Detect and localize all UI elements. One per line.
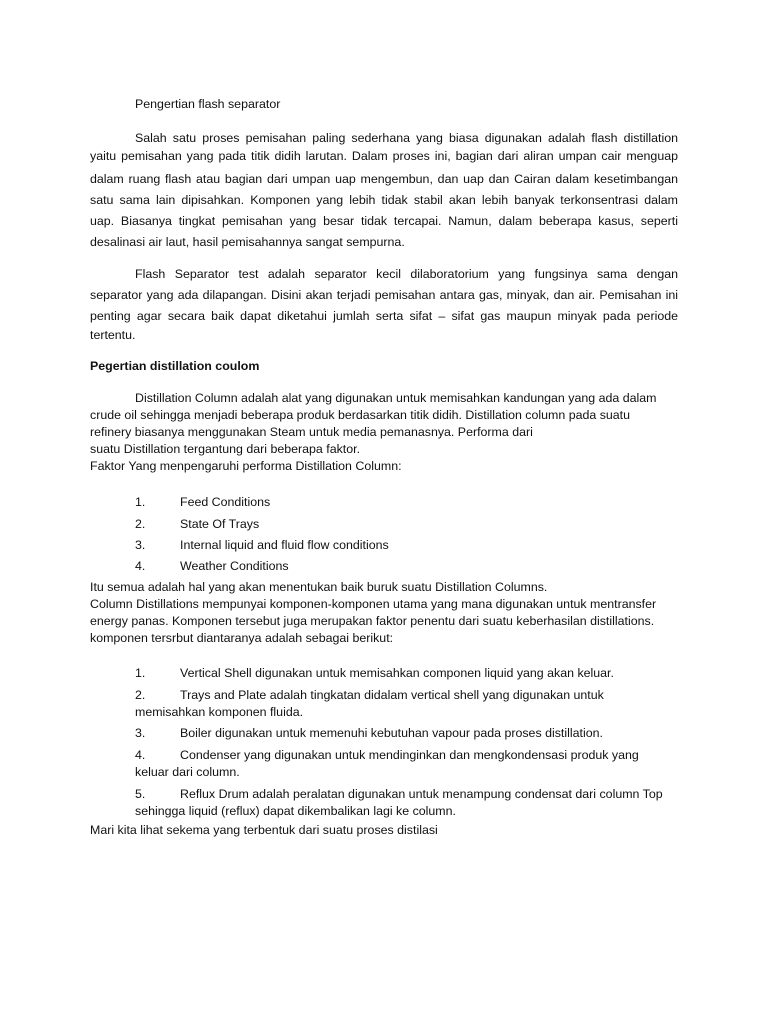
list-item-number: 5. xyxy=(135,787,146,801)
list-item-continuation: sehingga liquid (reflux) dapat dikembalikan lagi ke column. xyxy=(135,804,456,818)
list-item: Boiler digunakan untuk memenuhi kebutuhan vapour pada proses distillation. xyxy=(180,726,603,740)
paragraph-1-line-3: dalam ruang flash atau bagian dari umpan uap mengembun, dan uap dan Cairan dalam kesetimbangan xyxy=(90,172,678,186)
list-item: Reflux Drum adalah peralatan digunakan untuk menampung condensat dari column Top xyxy=(180,787,663,801)
paragraph-3-line-2: crude oil sehingga menjadi beberapa produk berdasarkan titik didih. Distillation column pada suatu xyxy=(90,408,631,422)
list-item-number: 1. xyxy=(135,495,146,509)
list-item-number: 2. xyxy=(135,517,146,531)
list-item: Trays and Plate adalah tingkatan didalam vertical shell yang digunakan untuk xyxy=(180,688,604,702)
list-item-number: 1. xyxy=(135,666,146,680)
paragraph-2-line-1: Flash Separator test adalah separator kecil dilaboratorium yang fungsinya sama dengan xyxy=(135,267,678,281)
paragraph-3-line-1: Distillation Column adalah alat yang digunakan untuk memisahkan kandungan yang ada dalam xyxy=(135,391,657,405)
list-item-number: 3. xyxy=(135,726,146,740)
paragraph-3-line-3: refinery biasanya menggunakan Steam untuk media pemanasnya. Performa dari xyxy=(90,425,533,439)
heading-distillation-column: Pegertian distillation coulom xyxy=(90,359,260,373)
paragraph-1-line-6: desalinasi air laut, hasil pemisahannya sangat sempurna. xyxy=(90,235,405,249)
list-item-continuation: memisahkan komponen fluida. xyxy=(135,705,304,719)
heading-flash-separator: Pengertian flash separator xyxy=(135,97,281,111)
list-item: State Of Trays xyxy=(180,517,260,531)
list-item: Vertical Shell digunakan untuk memisahkan componen liquid yang akan keluar. xyxy=(180,666,614,680)
paragraph-2-line-3: penting agar secara baik dapat diketahui jumlah serta sifat – sifat gas maupun minyak pada periode xyxy=(90,309,678,323)
list-item-number: 2. xyxy=(135,688,146,702)
paragraph-1-line-2: yaitu pemisahan yang pada titik didih larutan. Dalam proses ini, bagian dari aliran umpan cair menguap xyxy=(90,149,678,163)
paragraph-1-line-4: satu sama lain dipisahkan. Komponen yang lebih tidak stabil akan lebih banyak terkonsentrasi dalam xyxy=(90,193,678,207)
closing-sentence: Mari kita lihat sekema yang terbentuk dari suatu proses distilasi xyxy=(90,823,438,837)
list-item-number: 3. xyxy=(135,538,146,552)
list-item: Feed Conditions xyxy=(180,495,271,509)
list-item: Weather Conditions xyxy=(180,559,289,573)
list-item-number: 4. xyxy=(135,748,146,762)
paragraph-2-line-2: separator yang ada dilapangan. Disini akan terjadi pemisahan antara gas, minyak, dan air. Pemisahan ini xyxy=(90,288,678,302)
paragraph-4-line-3: energy panas. Komponen tersebut juga merupakan faktor penentu dari suatu keberhasilan distillations. xyxy=(90,614,655,628)
list-item: Internal liquid and fluid flow conditions xyxy=(180,538,389,552)
factors-intro: Faktor Yang menpengaruhi performa Distillation Column: xyxy=(90,459,402,473)
paragraph-1-line-5: uap. Biasanya tingkat pemisahan yang besar tidak tercapai. Namun, dalam beberapa kasus, seperti xyxy=(90,214,678,228)
list-item-continuation: keluar dari column. xyxy=(135,765,240,779)
paragraph-4-line-1: Itu semua adalah hal yang akan menentukan baik buruk suatu Distillation Columns. xyxy=(90,580,548,594)
list-item: Condenser yang digunakan untuk mendinginkan dan mengkondensasi produk yang xyxy=(180,748,639,762)
paragraph-3-line-4: suatu Distillation tergantung dari beberapa faktor. xyxy=(90,442,361,456)
paragraph-2-line-4: tertentu. xyxy=(90,328,136,342)
paragraph-4-line-2: Column Distillations mempunyai komponen-komponen utama yang mana digunakan untuk mentransfer xyxy=(90,597,657,611)
paragraph-1-line-1: Salah satu proses pemisahan paling sederhana yang biasa digunakan adalah flash distillation xyxy=(135,131,678,145)
paragraph-4-line-4: komponen tersrbut diantaranya adalah sebagai berikut: xyxy=(90,631,394,645)
list-item-number: 4. xyxy=(135,559,146,573)
